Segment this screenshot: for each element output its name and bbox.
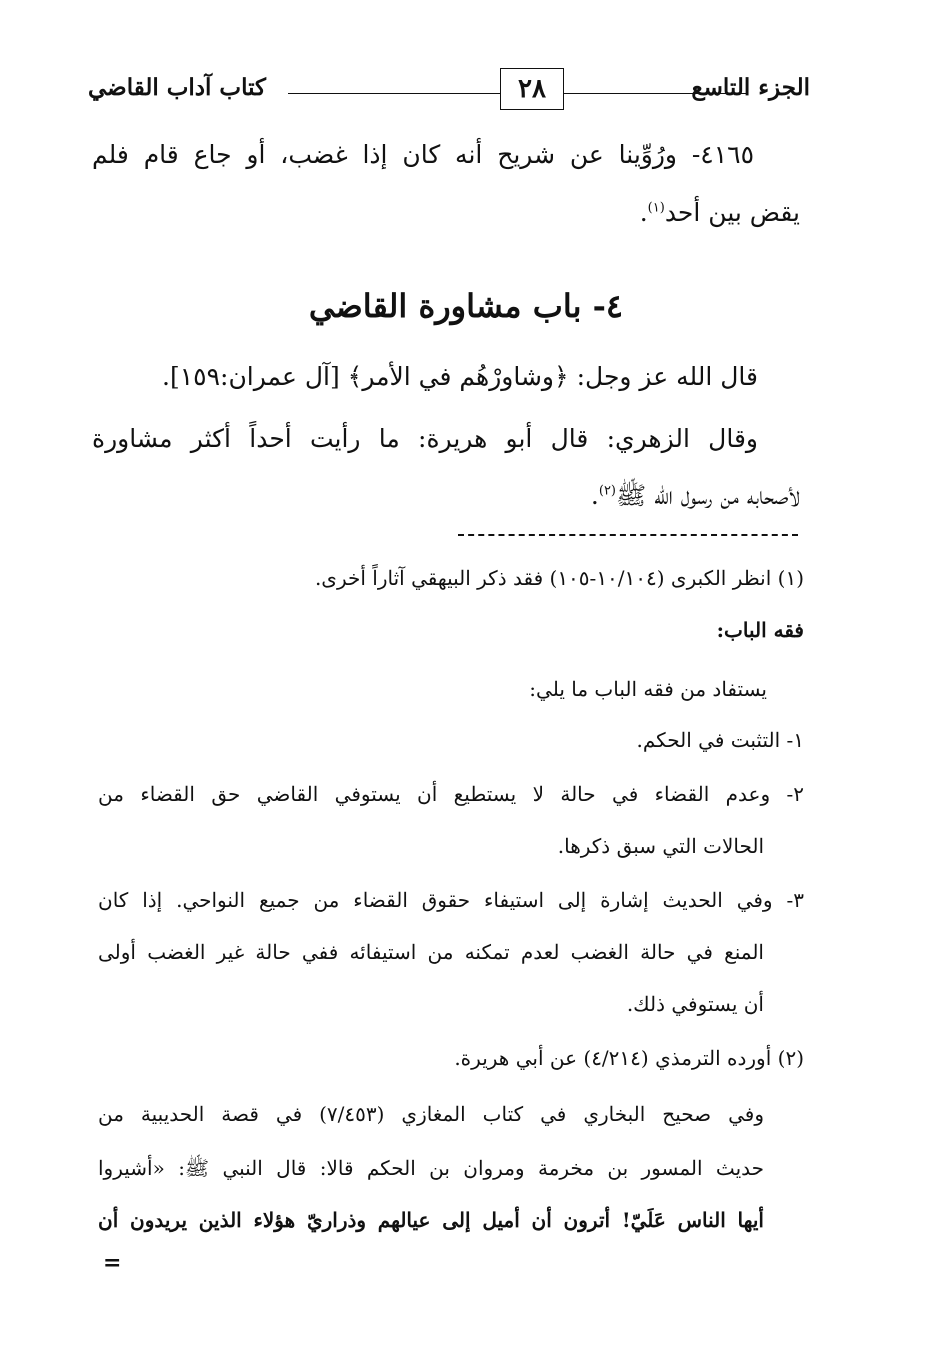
- footnote-separator: [458, 534, 798, 536]
- footnote-2: (٢) أورده الترمذي (٤/٢١٤) عن أبي هريرة.: [454, 1046, 804, 1070]
- page-number: ٢٨: [500, 68, 564, 110]
- footnote-ref-1: (١): [647, 200, 665, 216]
- running-header: [88, 68, 810, 116]
- bukhari-line-2: حديث المسور بن مخرمة ومروان بن الحكم قالا: قال النبي ﷺ: «أشيروا: [98, 1156, 764, 1180]
- bukhari-line-1: وفي صحيح البخاري في كتاب المغازي (٧/٤٥٣) في قصة الحديبية من: [98, 1102, 764, 1126]
- footnote-1: (١) انظر الكبرى (١٠/١٠٤-١٠٥) فقد ذكر البيهقي آثاراً أخرى.: [314, 566, 804, 590]
- zuhri-line-1: وقال الزهري: قال أبو هريرة: ما رأيت أحداً أكثر مشاورة: [92, 424, 758, 453]
- continuation-mark: =: [103, 1250, 122, 1276]
- fiqh-intro: يستفاد من فقه الباب ما يلي:: [529, 677, 767, 701]
- header-rule-left: [288, 93, 500, 94]
- fiqh-item-1: ١- التثبت في الحكم.: [636, 728, 804, 752]
- fiqh-item-3-line-3: أن يستوفي ذلك.: [626, 992, 764, 1016]
- fiqh-item-2-line-1: ٢- وعدم القضاء في حالة لا يستطيع أن يستوفي القاضي حق القضاء من: [98, 782, 804, 806]
- fiqh-item-3-line-1: ٣- وفي الحديث إشارة إلى استيفاء حقوق القضاء من جميع النواحي. إذا كان: [98, 888, 804, 912]
- quran-verse-line: قال الله عز وجل: ﴿وشاورْهُم في الأمر﴾ [آل عمران:١٥٩].: [162, 362, 758, 391]
- fiqh-item-3-line-2: المنع في حالة الغضب لعدم تمكنه من استيفائه ففي حالة غير الغضب أولى: [98, 940, 764, 964]
- part-label: الجزء التاسع: [691, 74, 810, 101]
- hadith-line-1: ٤١٦٥- ورُوِّينا عن شريح أنه كان إذا غضب، أو جاع قام فلم: [92, 140, 754, 169]
- hadith-line-2: يقض بين أحد$^{(١)}$.: [639, 198, 800, 227]
- fiqh-item-2-line-2: الحالات التي سبق ذكرها.: [557, 834, 764, 858]
- book-title: كتاب آداب القاضي: [88, 74, 266, 101]
- bukhari-line-3: أيها الناس عَلَيّ! أترون أن أميل إلى عيالهم وذراريّ هؤلاء الذين يريدون أن: [98, 1208, 764, 1232]
- chapter-title: ٤- باب مشاورة القاضي: [308, 287, 624, 325]
- footnote-ref-2: (٢): [598, 483, 616, 499]
- fiqh-heading: فقه الباب:: [716, 618, 804, 642]
- zuhri-line-2: لأصحابه من رسول الله ﷺ$^{(٢)}$.: [590, 481, 800, 510]
